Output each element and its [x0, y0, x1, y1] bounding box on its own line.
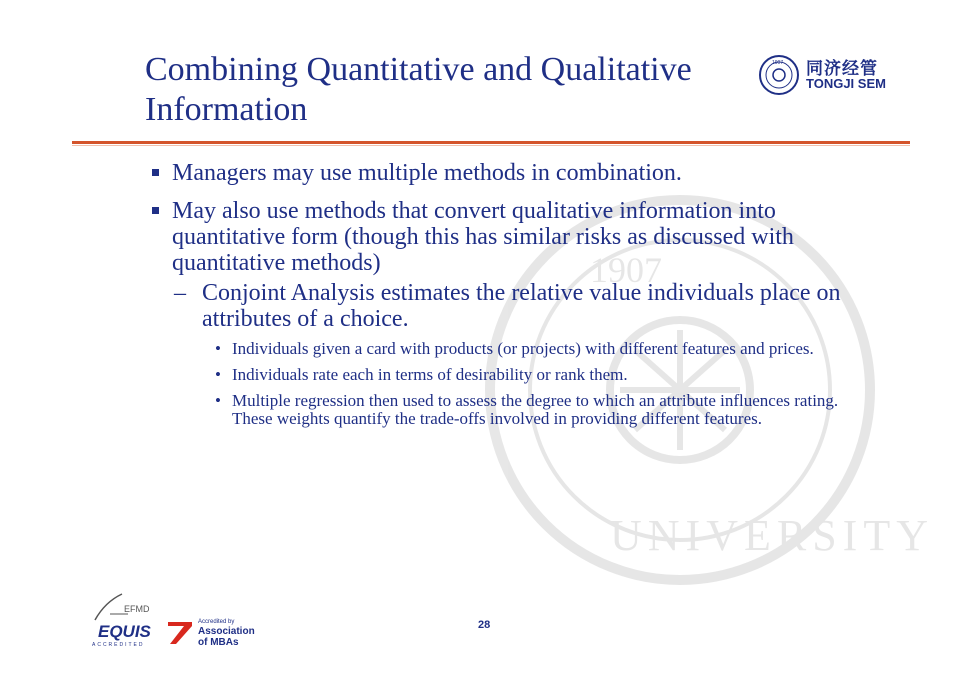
amba-logo-icon: [166, 618, 194, 646]
dash-bullet-icon: –: [174, 280, 186, 306]
amba-association: Association: [198, 626, 255, 637]
accredited-label: ACCREDITED: [92, 642, 145, 648]
page-number: 28: [478, 619, 491, 631]
title-divider: [72, 141, 910, 144]
logo-chinese-text: 同济经管: [806, 59, 878, 79]
sub-sub-bullet-item: [150, 392, 870, 428]
sub-sub-bullet-text: Individuals given a card with products (or projects) with different features and prices.: [232, 339, 814, 358]
bullet-text: Managers may use multiple methods in combination.: [172, 160, 682, 186]
title-divider-shadow: [72, 145, 910, 146]
sub-bullet-text: Conjoint Analysis estimates the relative value individuals place on attributes of a choice.: [202, 280, 841, 332]
tongji-sem-logo: [758, 54, 908, 96]
bullet-text: May also use methods that convert qualitative information into quantitative form (though this has similar risks as discussed with quantitative methods): [172, 198, 794, 276]
efmd-label: EFMD: [124, 604, 150, 614]
watermark-text: UNIVERSITY: [610, 511, 934, 560]
bullet-item: [150, 198, 870, 276]
dot-bullet-icon: •: [215, 339, 221, 358]
slide-title-line1: Combining Quantitative and Qualitative: [145, 51, 692, 88]
sub-bullet-item: [150, 280, 870, 332]
dot-bullet-icon: •: [215, 365, 221, 384]
accreditation-logos: [90, 592, 260, 652]
square-bullet-icon: [152, 207, 159, 214]
sub-sub-bullet-text: Multiple regression then used to assess the degree to which an attribute influences rating. These weights quantify the trade-offs involved in providing different features.: [232, 391, 839, 428]
sub-sub-bullet-text: Individuals rate each in terms of desirability or rank them.: [232, 365, 628, 384]
sub-sub-bullet-item: [150, 366, 870, 384]
amba-of-mbas: of MBAs: [198, 637, 239, 648]
seal-year: 1907: [772, 60, 784, 66]
dot-bullet-icon: •: [215, 391, 221, 410]
slide-content: [150, 160, 870, 436]
equis-label: EQUIS: [98, 622, 151, 641]
slide-title: [145, 50, 745, 130]
square-bullet-icon: [152, 169, 159, 176]
bullet-item: [150, 160, 870, 186]
amba-accredited-by: Accredited by: [198, 619, 235, 625]
watermark-year: 1907: [590, 250, 662, 290]
slide-title-line2: Information: [145, 91, 308, 128]
tongji-seal-icon: [758, 54, 800, 96]
logo-english-text: TONGJI SEM: [806, 76, 886, 91]
sub-sub-bullet-item: [150, 340, 870, 358]
